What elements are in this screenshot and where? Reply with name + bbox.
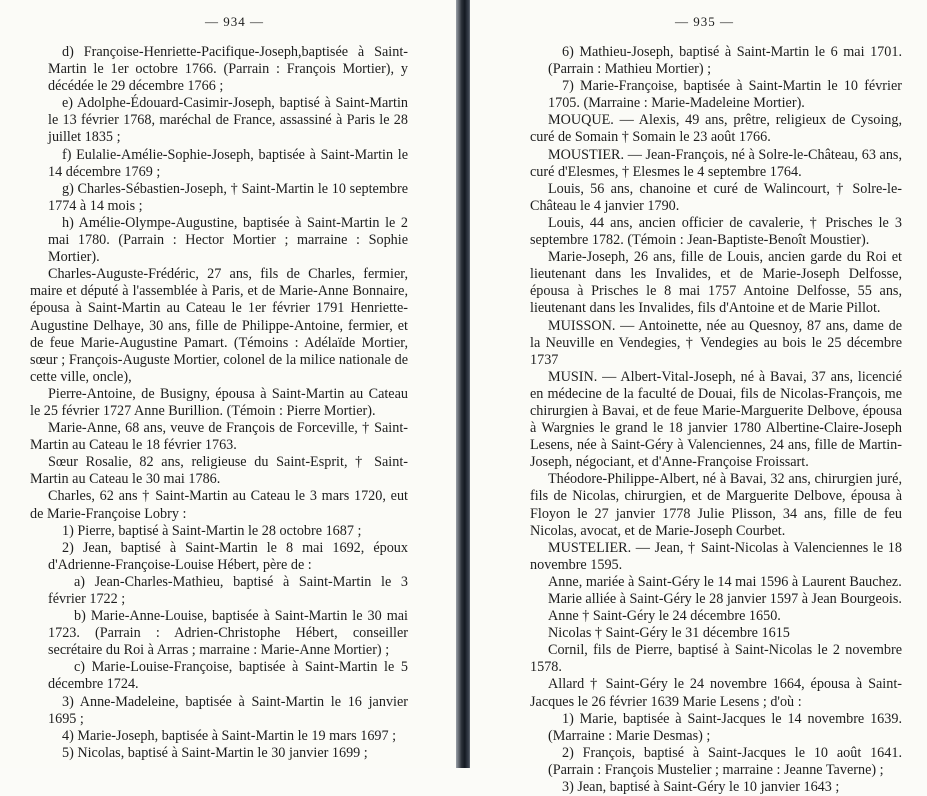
- paragraph: MOUSTIER. — Jean-François, né à Solre-le-Château, 63 ans, curé d'Elesmes, † Elesmes le 4 septembre 1764.: [530, 146, 902, 180]
- paragraph: a) Jean-Charles-Mathieu, baptisé à Saint-Martin le 3 février 1722 ;: [48, 573, 408, 607]
- paragraph: Charles-Auguste-Frédéric, 27 ans, fils de Charles, fermier, maire et député à l'assemblée à Paris, et de Marie-Anne Bonnaire, épousa à Saint-Martin au Cateau le 1er février 1791 Henriette-Augustine Delhaye, 30 ans, fille de Philippe-Antoine, fermier, et de feue Marie-Augustine Pamart. (Témoins : Adélaïde Mortier, sœur ; François-Auguste Mortier, colonel de la milice nationale de cette ville, oncle),: [30, 266, 408, 385]
- paragraph: MUISSON. — Antoinette, née au Quesnoy, 87 ans, dame de la Neuville en Vendegies, † Vendegies au bois le 25 décembre 1737: [530, 317, 902, 368]
- paragraph: Nicolas † Saint-Géry le 31 décembre 1615: [548, 625, 790, 642]
- paragraph: h) Amélie-Olympe-Augustine, baptisée à Saint-Martin le 2 mai 1780. (Parrain : Hector Mortier ; marraine : Sophie Mortier).: [48, 214, 408, 266]
- paragraph: Marie-Anne, 68 ans, veuve de François de Forceville, † Saint-Martin au Cateau le 18 février 1763.: [30, 420, 408, 454]
- paragraph: 3) Anne-Madeleine, baptisée à Saint-Martin le 16 janvier 1695 ;: [48, 693, 408, 727]
- paragraph: 7) Marie-Françoise, baptisée à Saint-Martin le 10 février 1705. (Marraine : Marie-Madeleine Mortier).: [548, 78, 902, 112]
- page-number: — 935 —: [675, 14, 734, 29]
- paragraph: Cornil, fils de Pierre, baptisé à Saint-Nicolas le 2 novembre 1578.: [530, 642, 902, 676]
- paragraph: Anne † Saint-Géry le 24 décembre 1650.: [548, 608, 781, 625]
- paragraph: 3) Jean, baptisé à Saint-Géry le 10 janvier 1643 ;: [562, 779, 840, 796]
- paragraph: Anne, mariée à Saint-Géry le 14 mai 1596 à Laurent Bauchez.: [548, 573, 902, 590]
- paragraph: 2) François, baptisé à Saint-Jacques le 10 août 1641. (Parrain : François Mustelier ; marraine : Jeanne Taverne) ;: [548, 744, 902, 778]
- paragraph: Sœur Rosalie, 82 ans, religieuse du Saint-Esprit, † Saint-Martin au Cateau le 30 mai 1786.: [30, 454, 408, 488]
- page-body: [530, 44, 902, 796]
- paragraph: 5) Nicolas, baptisé à Saint-Martin le 30 janvier 1699 ;: [62, 744, 368, 761]
- paragraph: 1) Pierre, baptisé à Saint-Martin le 28 octobre 1687 ;: [62, 522, 362, 539]
- paragraph: b) Marie-Anne-Louise, baptisée à Saint-Martin le 30 mai 1723. (Parrain : Adrien-Christophe Hébert, conseiller secrétaire du Roi à Arras ; marraine : Marie-Anne Mortier) ;: [48, 608, 408, 659]
- paragraph: Pierre-Antoine, de Busigny, épousa à Saint-Martin au Cateau le 25 février 1727 Anne Burillion. (Témoin : Pierre Mortier).: [30, 385, 408, 419]
- page-number: — 934 —: [205, 14, 264, 29]
- paragraph: 6) Mathieu-Joseph, baptisé à Saint-Martin le 6 mai 1701. (Parrain : Mathieu Mortier) ;: [548, 44, 902, 78]
- paragraph: Marie-Joseph, 26 ans, fille de Louis, ancien garde du Roi et lieutenant dans les Invalides, et de Marie-Joseph Delfosse, épousa à Prisches le 8 mai 1757 Antoine Delfosse, 55 ans, lieutenant dans les Invalides, fils d'Antoine et de Marie Pillot.: [530, 249, 902, 317]
- paragraph: f) Eulalie-Amélie-Sophie-Joseph, baptisée à Saint-Martin le 14 décembre 1769 ;: [48, 146, 408, 180]
- paragraph: c) Marie-Louise-Françoise, baptisée à Saint-Martin le 5 décembre 1724.: [48, 659, 408, 693]
- paragraph: g) Charles-Sébastien-Joseph, † Saint-Martin le 10 septembre 1774 à 14 mois ;: [48, 180, 408, 214]
- left-page: [0, 0, 458, 768]
- paragraph: Louis, 56 ans, chanoine et curé de Walincourt, † Solre-le-Château le 4 janvier 1790.: [530, 180, 902, 214]
- paragraph: d) Françoise-Henriette-Pacifique-Joseph,baptisée à Saint-Martin le 1er octobre 1766. (Parrain : François Mortier), y décédée le 29 décembre 1766 ;: [48, 44, 408, 95]
- right-page: [470, 0, 927, 796]
- paragraph: 4) Marie-Joseph, baptisée à Saint-Martin le 19 mars 1697 ;: [62, 727, 397, 744]
- page-body: [30, 44, 408, 762]
- paragraph: Charles, 62 ans † Saint-Martin au Cateau le 3 mars 1720, eut de Marie-Françoise Lobry :: [30, 488, 408, 522]
- paragraph: Marie alliée à Saint-Géry le 28 janvier 1597 à Jean Bourgeois.: [548, 591, 902, 607]
- paragraph: MOUQUE. — Alexis, 49 ans, prêtre, religieux de Cysoing, curé de Somain † Somain le 23 août 1766.: [530, 112, 902, 146]
- paragraph: MUSTELIER. — Jean, † Saint-Nicolas à Valenciennes le 18 novembre 1595.: [530, 539, 902, 573]
- paragraph: MUSIN. — Albert-Vital-Joseph, né à Bavai, 37 ans, licencié en médecine de la faculté de Douai, fils de Nicolas-François, me chirurgien à Bavai, et de feue Marie-Marguerite Delbove, épousa à Wargnies le grand le 18 janvier 1780 Albertine-Claire-Joseph Lesens, née à Saint-Géry à Valenciennes, 24 ans, fille de Martin-Joseph, négociant, et d'Anne-Françoise Froissart.: [530, 368, 902, 471]
- paragraph: Allard † Saint-Géry le 24 novembre 1664, épousa à Saint-Jacques le 26 février 1639 Marie Lesens ; d'où :: [530, 676, 902, 710]
- paragraph: e) Adolphe-Édouard-Casimir-Joseph, baptisé à Saint-Martin le 13 février 1768, maréchal de France, assassiné à Paris le 28 juillet 1835 ;: [48, 95, 408, 146]
- paragraph: 2) Jean, baptisé à Saint-Martin le 8 mai 1692, époux d'Adrienne-Françoise-Louise Hébert, père de :: [48, 539, 408, 573]
- paragraph: Louis, 44 ans, ancien officier de cavalerie, † Prisches le 3 septembre 1782. (Témoin : Jean-Baptiste-Benoît Moustier).: [530, 214, 902, 249]
- paragraph: 1) Marie, baptisée à Saint-Jacques le 14 novembre 1639. (Marraine : Marie Desmas) ;: [548, 710, 902, 744]
- paragraph: Théodore-Philippe-Albert, né à Bavai, 32 ans, chirurgien juré, fils de Nicolas, chirurgien, et de Marguerite Delbove, épousa à Floyon le 27 janvier 1778 Julie Plisson, 34 ans, fille de feu Nicolas, avocat, et de Marie-Joseph Courbet.: [530, 471, 902, 539]
